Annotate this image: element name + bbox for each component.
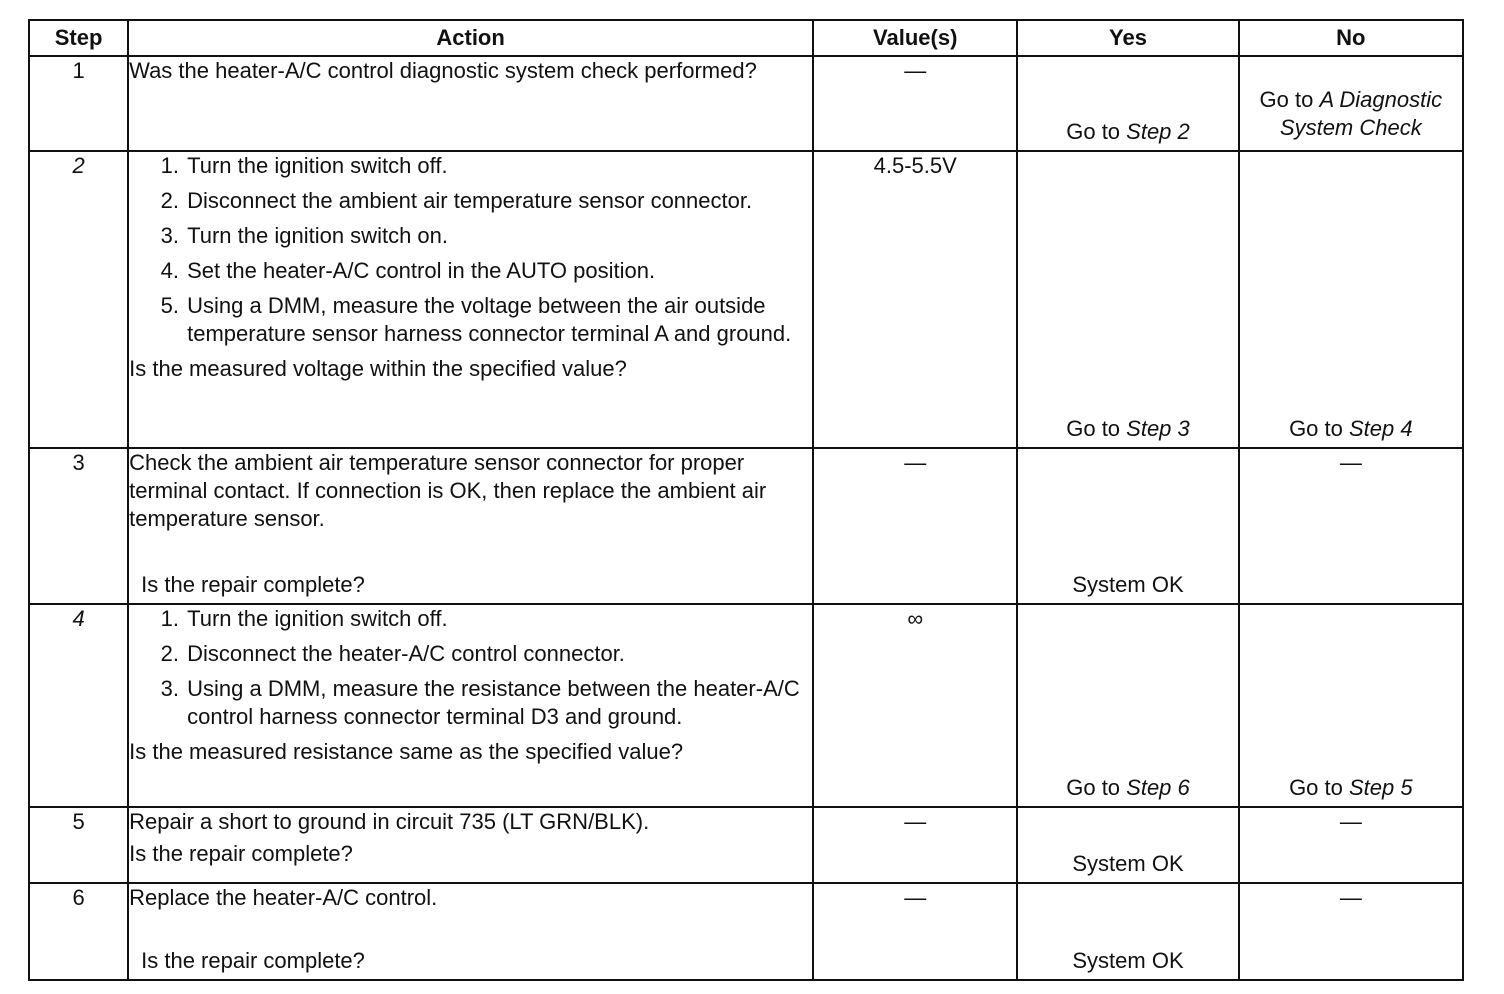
step-number: 2 bbox=[29, 151, 128, 448]
yes-cell bbox=[1017, 883, 1238, 980]
diagnostic-table bbox=[28, 19, 1464, 981]
no-link[interactable]: Go to Step 5 bbox=[1289, 775, 1413, 800]
action-step: 5. Using a DMM, measure the voltage between the air outside temperature sensor harness connector terminal A and ground. bbox=[185, 292, 812, 348]
action-step: 3. Turn the ignition switch on. bbox=[185, 222, 812, 250]
no-cell: — bbox=[1239, 807, 1463, 883]
no-link[interactable]: Go to A Diagnostic System Check bbox=[1259, 87, 1443, 140]
action-text: Replace the heater-A/C control. bbox=[129, 885, 438, 910]
value-cell: ∞ bbox=[813, 604, 1017, 807]
value-cell: — bbox=[813, 883, 1017, 980]
yes-cell bbox=[1017, 604, 1238, 807]
action-step: 1. Turn the ignition switch off. bbox=[185, 152, 812, 180]
value-cell: — bbox=[813, 448, 1017, 604]
table-row bbox=[29, 883, 1463, 980]
header-row bbox=[29, 20, 1463, 56]
no-cell: — bbox=[1239, 883, 1463, 980]
yes-result: System OK bbox=[1072, 948, 1184, 973]
action-step: 3. Using a DMM, measure the resistance between the heater-A/C control harness connector terminal D3 and ground. bbox=[185, 675, 812, 731]
action-step: 2. Disconnect the heater-A/C control connector. bbox=[185, 640, 812, 668]
yes-cell bbox=[1017, 448, 1238, 604]
action-cell bbox=[128, 807, 813, 883]
header-action: Action bbox=[128, 20, 813, 56]
header-no: No bbox=[1239, 20, 1463, 56]
action-question: Is the measured resistance same as the specified value? bbox=[129, 739, 684, 764]
action-cell bbox=[128, 56, 813, 151]
step-number: 1 bbox=[29, 56, 128, 151]
action-cell bbox=[128, 604, 813, 807]
action-step: 1. Turn the ignition switch off. bbox=[185, 605, 812, 633]
action-question: Is the repair complete? bbox=[129, 841, 353, 866]
no-link[interactable]: Go to Step 4 bbox=[1289, 416, 1413, 441]
header-step: Step bbox=[29, 20, 128, 56]
step-number: 6 bbox=[29, 883, 128, 980]
step-number: 3 bbox=[29, 448, 128, 604]
yes-cell bbox=[1017, 151, 1238, 448]
action-steps bbox=[129, 605, 812, 731]
action-steps bbox=[129, 152, 812, 348]
table-row bbox=[29, 151, 1463, 448]
value-cell: — bbox=[813, 56, 1017, 151]
no-cell bbox=[1239, 56, 1463, 151]
yes-result: System OK bbox=[1072, 572, 1184, 597]
header-values: Value(s) bbox=[813, 20, 1017, 56]
step-number: 4 bbox=[29, 604, 128, 807]
yes-cell bbox=[1017, 807, 1238, 883]
action-step: 4. Set the heater-A/C control in the AUTO position. bbox=[185, 257, 812, 285]
action-cell bbox=[128, 448, 813, 604]
yes-link[interactable]: Go to Step 6 bbox=[1066, 775, 1190, 800]
action-text: Check the ambient air temperature sensor connector for proper terminal contact. If connection is OK, then replace the ambient air temperature sensor. bbox=[129, 450, 767, 531]
no-cell: — bbox=[1239, 448, 1463, 604]
yes-result: System OK bbox=[1072, 851, 1184, 876]
action-text: Repair a short to ground in circuit 735 (LT GRN/BLK). bbox=[129, 809, 650, 834]
table-row bbox=[29, 807, 1463, 883]
action-question: Is the repair complete? bbox=[141, 572, 365, 597]
no-cell bbox=[1239, 604, 1463, 807]
yes-link[interactable]: Go to Step 3 bbox=[1066, 416, 1190, 441]
table-row bbox=[29, 448, 1463, 604]
action-cell bbox=[128, 151, 813, 448]
no-cell bbox=[1239, 151, 1463, 448]
header-yes: Yes bbox=[1017, 20, 1238, 56]
step-number: 5 bbox=[29, 807, 128, 883]
table-row bbox=[29, 604, 1463, 807]
action-step: 2. Disconnect the ambient air temperature sensor connector. bbox=[185, 187, 812, 215]
table-row bbox=[29, 56, 1463, 151]
action-cell bbox=[128, 883, 813, 980]
action-question: Is the measured voltage within the specified value? bbox=[129, 356, 627, 381]
yes-link[interactable]: Go to Step 2 bbox=[1066, 119, 1190, 144]
yes-cell bbox=[1017, 56, 1238, 151]
value-cell: 4.5-5.5V bbox=[813, 151, 1017, 448]
action-text: Was the heater-A/C control diagnostic system check performed? bbox=[129, 58, 757, 83]
value-cell: — bbox=[813, 807, 1017, 883]
action-question: Is the repair complete? bbox=[141, 948, 365, 973]
